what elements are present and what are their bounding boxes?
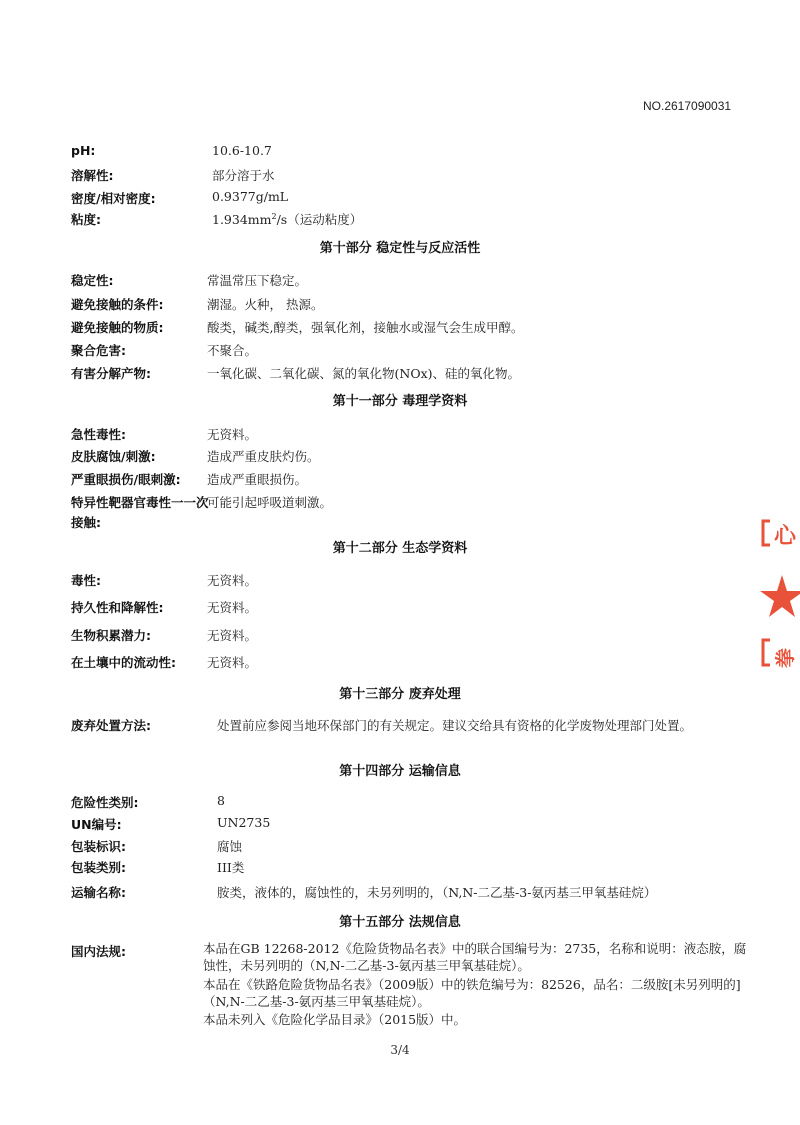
star-icon [760, 575, 800, 617]
avoid-materials-value: 酸类，碱类,醇类，强氧化剂，接触水或湿气会生成甲醇。 [207, 320, 524, 335]
ph-label: pH: [71, 143, 96, 158]
solubility-label: 溶解性: [71, 168, 114, 183]
eco-toxicity-value: 无资料。 [207, 573, 258, 588]
disposal-label: 废弃处置方法: [71, 718, 151, 733]
section-13-heading: 第十三部分 废弃处理 [339, 687, 461, 702]
packaging-mark-value: 腐蚀 [217, 839, 243, 854]
stot-value: 可能引起呼吸道刺激。 [207, 495, 333, 510]
skin-corrosion-value: 造成严重皮肤灼伤。 [207, 449, 320, 464]
density-label: 密度/相对密度: [71, 191, 156, 206]
disposal-value: 处置前应参阅当地环保部门的有关规定。建议交给具有资格的化学废物处理部门处置。 [217, 718, 693, 733]
section-11-heading: 第十一部分 毒理学资料 [332, 394, 468, 409]
soil-mobility-label: 在土壤中的流动性: [71, 655, 176, 670]
packing-group-label: 包装类别: [71, 860, 126, 875]
section-14-heading: 第十四部分 运输信息 [339, 764, 461, 779]
eye-damage-label: 严重眼损伤/眼刺激: [71, 472, 181, 487]
viscosity-label: 粘度: [71, 212, 101, 227]
solubility-value: 部分溶于水 [212, 168, 275, 183]
un-number-value: UN2735 [217, 815, 271, 830]
eco-toxicity-label: 毒性: [71, 573, 101, 588]
skin-corrosion-label: 皮肤腐蚀/刺激: [71, 449, 156, 464]
avoid-conditions-label: 避免接触的条件: [71, 297, 164, 312]
regulation-paragraph-3: 本品未列入《危险化学品目录》（2015版）中。 [203, 1012, 467, 1027]
domestic-regulations-label: 国内法规: [71, 944, 126, 959]
section-12-heading: 第十二部分 生态学资料 [332, 541, 468, 556]
acute-toxicity-value: 无资料。 [207, 427, 258, 442]
stot-label-continued: 接触: [71, 515, 101, 530]
bioaccumulation-value: 无资料。 [207, 628, 258, 643]
hazard-class-value: 8 [217, 793, 225, 808]
seal-char-bottom: 拳 [773, 648, 797, 668]
stability-value: 常温常压下稳定。 [207, 273, 308, 288]
packaging-mark-label: 包装标识: [71, 839, 126, 854]
section-15-heading: 第十五部分 法规信息 [339, 915, 461, 930]
density-value: 0.9377g/mL [212, 189, 289, 204]
polymerization-value: 不聚合。 [207, 343, 258, 358]
viscosity-value: $1.934mm^2/s$（运动粘度） [212, 211, 363, 227]
regulation-paragraph-2: 本品在《铁路危险货物品名表》（2009版）中的铁危编号为：82526，品名：二级胺[未另列明的]（N,N-二乙基-3-氨丙基三甲氧基硅烷）。 [203, 977, 741, 1009]
un-number-label: UN编号: [71, 817, 122, 832]
page-number: 3/4 [390, 1043, 410, 1057]
ph-value: 10.6-10.7 [212, 143, 272, 158]
shipping-name-value: 胺类，液体的，腐蚀性的，未另列明的，（N,N-二乙基-3-氨丙基三甲氧基硅烷） [217, 885, 657, 900]
seal-stamp [758, 515, 800, 685]
hazard-class-label: 危险性类别: [71, 795, 139, 810]
acute-toxicity-label: 急性毒性: [71, 427, 126, 442]
stot-label: 特异性靶器官毒性一一次 [71, 495, 209, 510]
section-10-heading: 第十部分 稳定性与反应活性 [319, 241, 481, 256]
persistence-label: 持久性和降解性: [71, 600, 164, 615]
eye-damage-value: 造成严重眼损伤。 [207, 472, 308, 487]
regulation-paragraph-1: 本品在GB 12268-2012《危险货物品名表》中的联合国编号为：2735，名称和说明：液态胺，腐蚀性，未另列明的（N,N-二乙基-3-氨丙基三甲氧基硅烷）。 [203, 941, 747, 973]
persistence-value: 无资料。 [207, 600, 258, 615]
seal-char-top: 心 [774, 524, 797, 549]
packing-group-value: III类 [217, 860, 245, 875]
soil-mobility-value: 无资料。 [207, 655, 258, 670]
shipping-name-label: 运输名称: [71, 885, 126, 900]
avoid-conditions-value: 潮湿。火种， 热源。 [207, 297, 324, 312]
decomposition-label: 有害分解产物: [71, 366, 151, 381]
avoid-materials-label: 避免接触的物质: [71, 320, 164, 335]
polymerization-label: 聚合危害: [71, 343, 126, 358]
bioaccumulation-label: 生物积累潜力: [71, 628, 151, 643]
document-number: NO.2617090031 [643, 99, 732, 113]
stability-label: 稳定性: [71, 273, 114, 288]
decomposition-value: 一氧化碳、二氧化碳、氮的氧化物(NOx)、硅的氧化物。 [207, 366, 520, 381]
